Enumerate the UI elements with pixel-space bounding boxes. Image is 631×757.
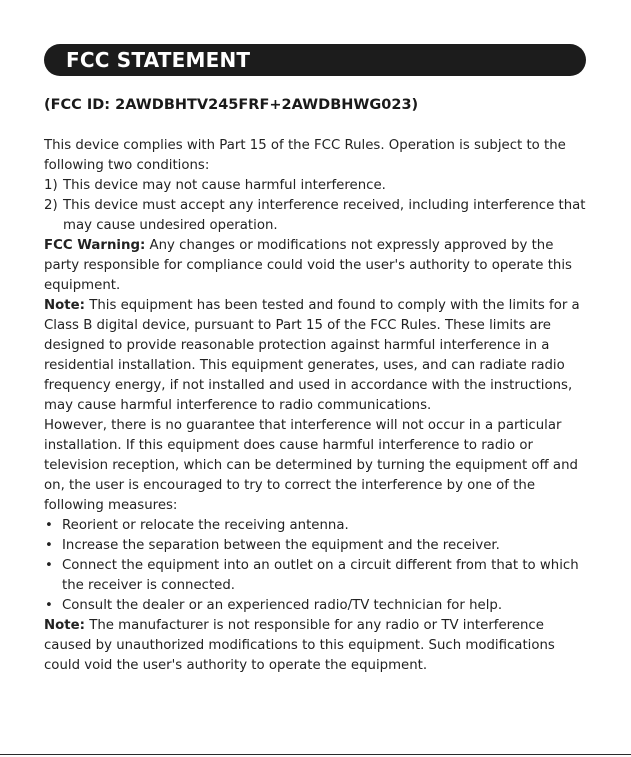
page-bottom-divider bbox=[0, 754, 631, 755]
section-header-banner bbox=[44, 44, 586, 76]
measure-item-1 bbox=[44, 516, 592, 536]
bullet-icon: • bbox=[45, 558, 53, 573]
bullet-icon: • bbox=[45, 538, 53, 553]
fcc-id-line: (FCC ID: 2AWDBHTV245FRF+2AWDBHWG023) bbox=[44, 97, 419, 113]
fcc-warning-text: Any changes or modifications not expressly approved by the party responsible for compliance could void the user's authority to operate this equipment. bbox=[44, 238, 572, 293]
measure-item-3 bbox=[44, 556, 592, 596]
condition-item-2 bbox=[44, 196, 592, 236]
however-paragraph: However, there is no guarantee that interference will not occur in a particular installation. If this equipment does cause harmful interference to radio or television reception, which can be determined by turning the equipment off and on, the user is encouraged to try to correct the interference by one of the following measures: bbox=[44, 418, 578, 513]
measure-text: Connect the equipment into an outlet on a circuit different from that to which the receiver is connected. bbox=[62, 558, 579, 593]
condition-marker: 2) bbox=[44, 198, 58, 213]
note-text: This equipment has been tested and found to comply with the limits for a Class B digital device, pursuant to Part 15 of the FCC Rules. These limits are designed to provide reasonable protection against harmful interference in a residential installation. This equipment generates, uses, and can radiate radio frequency energy, if not installed and used in accordance with the instructions, may cause harmful interference to radio communications. bbox=[44, 298, 580, 413]
measure-text: Increase the separation between the equipment and the receiver. bbox=[62, 538, 500, 553]
condition-item-1 bbox=[44, 176, 592, 196]
bullet-icon: • bbox=[45, 518, 53, 533]
intro-paragraph: This device complies with Part 15 of the FCC Rules. Operation is subject to the following two conditions: bbox=[44, 138, 566, 173]
condition-text: This device may not cause harmful interference. bbox=[63, 178, 386, 193]
note-label: Note: bbox=[44, 618, 85, 633]
bullet-icon: • bbox=[45, 598, 53, 613]
section-title: FCC STATEMENT bbox=[66, 48, 251, 72]
measure-text: Reorient or relocate the receiving antenna. bbox=[62, 518, 349, 533]
statement-body bbox=[44, 136, 592, 676]
condition-marker: 1) bbox=[44, 178, 58, 193]
note-label: Note: bbox=[44, 298, 85, 313]
measure-item-4 bbox=[44, 596, 592, 616]
fcc-warning-label: FCC Warning: bbox=[44, 238, 146, 253]
measure-text: Consult the dealer or an experienced radio/TV technician for help. bbox=[62, 598, 503, 613]
measure-item-2 bbox=[44, 536, 592, 556]
note-paragraph-1 bbox=[44, 296, 592, 416]
note-paragraph-2 bbox=[44, 616, 592, 676]
condition-text: This device must accept any interference received, including interference that may cause undesired operation. bbox=[63, 198, 586, 233]
fcc-warning-paragraph bbox=[44, 236, 592, 296]
note-text: The manufacturer is not responsible for any radio or TV interference caused by unauthorized modifications to this equipment. Such modifications could void the user's authority to operate the equipment. bbox=[44, 618, 555, 673]
